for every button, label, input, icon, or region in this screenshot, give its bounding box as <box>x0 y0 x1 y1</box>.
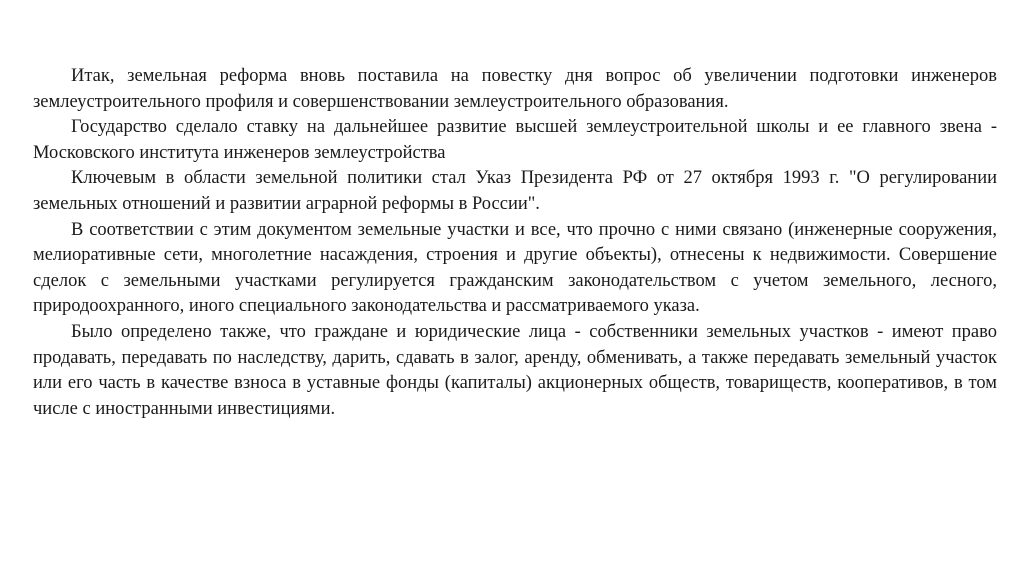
paragraph-owner-rights: Было определено также, что граждане и юридические лица - собственники земельных участков - имеют право продавать, передавать по наследству, дарить, сдавать в залог, аренду, обменивать, а также передавать земельный участок или его часть в качестве взноса в уставные фонды (капиталы) акционерных обществ, товариществ, кооперативов, в том числе с иностранными инвестициями. <box>33 321 997 419</box>
document-body <box>33 64 997 422</box>
paragraph-presidential-decree: Ключевым в области земельной политики стал Указ Президента РФ от 27 октября 1993 г. "О регулировании земельных отношений и развитии аграрной реформы в России". <box>33 168 997 214</box>
paragraph-real-estate: В соответствии с этим документом земельные участки и все, что прочно с ними связано (инженерные сооружения, мелиоративные сети, многолетние насаждения, строения и другие объекты), отнесены к недвижимости. Совершение сделок с земельными участками регулируется гражданским законодательством с учетом земельного, лесного, природоохранного, иного специального законодательства и рассматриваемого указа. <box>33 219 997 317</box>
paragraph-land-reform: Итак, земельная реформа вновь поставила на повестку дня вопрос об увеличении подготовки инженеров землеустроительного профиля и совершенствовании землеустроительного образования. <box>33 66 997 112</box>
paragraph-state-school: Государство сделало ставку на дальнейшее развитие высшей землеустроительной школы и ее главного звена - Московского института инженеров землеустройства <box>33 117 997 163</box>
